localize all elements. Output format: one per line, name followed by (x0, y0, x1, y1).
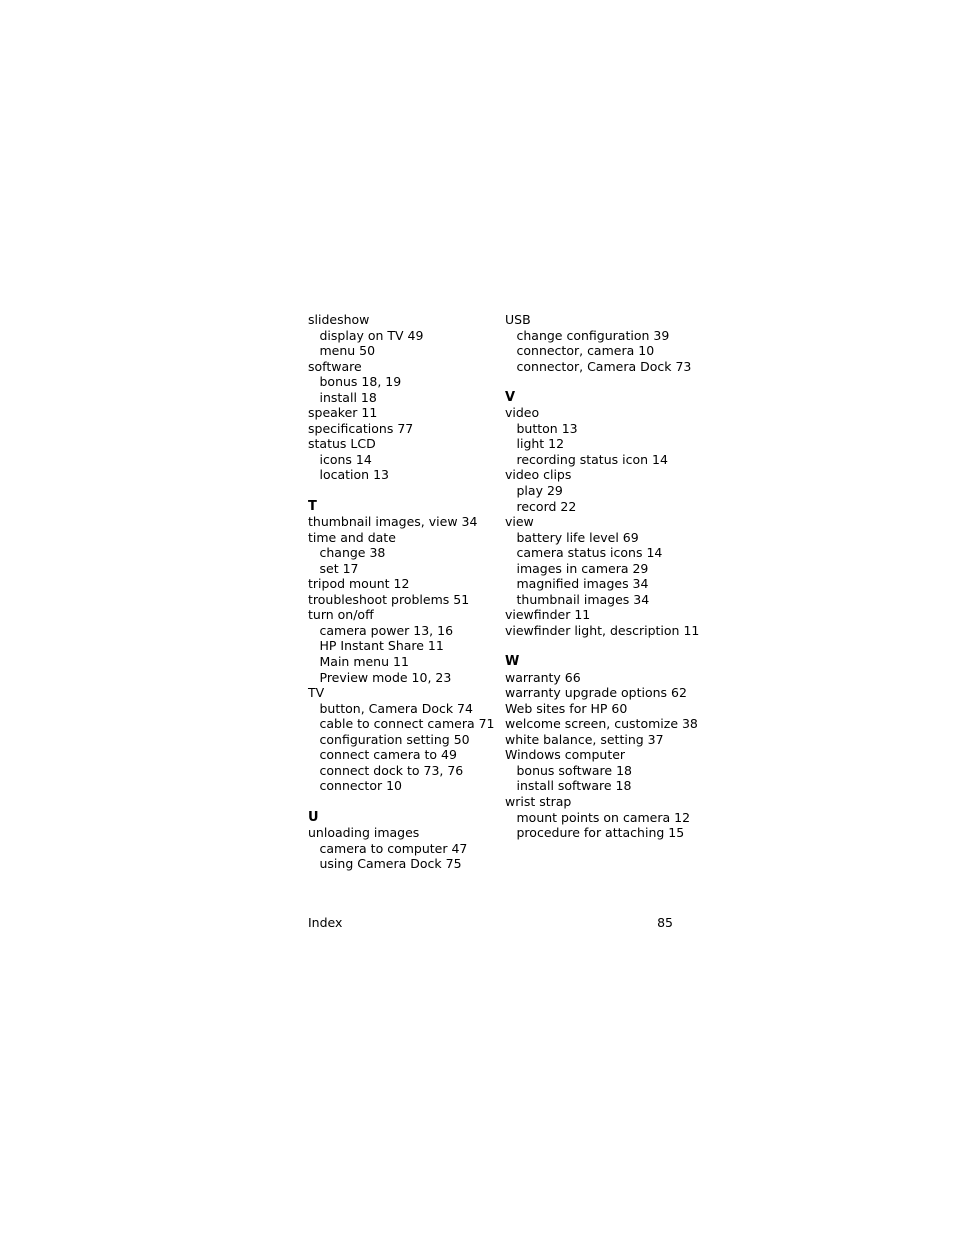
index-entry: Web sites for HP 60 (505, 700, 628, 716)
index-entry: video (505, 405, 540, 421)
index-entry: warranty 66 (505, 669, 581, 685)
index-subentry: camera status icons 14 (516, 545, 663, 561)
index-subentry: button 13 (516, 420, 578, 436)
section-letter-heading: U (308, 809, 319, 825)
index-entry: turn on/off (308, 607, 374, 623)
index-subentry: record 22 (516, 498, 577, 514)
section-letter-heading: W (505, 654, 520, 670)
index-subentry: Preview mode 10, 23 (319, 669, 452, 685)
index-entry: Windows computer (505, 747, 626, 763)
index-entry: unloading images (308, 825, 420, 841)
index-subentry: procedure for attaching 15 (516, 825, 685, 841)
index-entry: thumbnail images, view 34 (308, 514, 478, 530)
index-entry: white balance, setting 37 (505, 731, 664, 747)
index-entry: time and date (308, 529, 396, 545)
index-column-right (505, 312, 705, 841)
index-column-left (308, 312, 498, 872)
section-spacer (505, 638, 705, 654)
index-entry: speaker 11 (308, 405, 378, 421)
index-subentry: connect camera to 49 (319, 747, 457, 763)
index-subentry: light 12 (516, 436, 565, 452)
index-entry: software (308, 358, 362, 374)
page-number: 85 (657, 915, 673, 930)
index-entry: view (505, 514, 534, 530)
index-subentry: location 13 (319, 467, 389, 483)
index-subentry: install software 18 (516, 778, 632, 794)
index-entry: specifications 77 (308, 420, 414, 436)
index-subentry: connector 10 (319, 778, 402, 794)
index-subentry: connect dock to 73, 76 (319, 762, 464, 778)
index-subentry: camera power 13, 16 (319, 622, 454, 638)
index-subentry: install 18 (319, 389, 377, 405)
index-entry: status LCD (308, 436, 376, 452)
index-subentry: configuration setting 50 (319, 731, 470, 747)
index-subentry: using Camera Dock 75 (319, 856, 462, 872)
index-entry: viewfinder light, description 11 (505, 622, 700, 638)
index-subentry: menu 50 (319, 343, 376, 359)
index-subentry: bonus 18, 19 (319, 374, 402, 390)
index-subentry: recording status icon 14 (516, 451, 668, 467)
index-entry: warranty upgrade options 62 (505, 685, 687, 701)
index-entry: troubleshoot problems 51 (308, 591, 470, 607)
index-subentry: set 17 (319, 560, 359, 576)
index-subentry: Main menu 11 (319, 654, 409, 670)
section-spacer (308, 794, 498, 810)
index-entry: viewfinder 11 (505, 607, 591, 623)
section-spacer (308, 483, 498, 499)
footer-section-label: Index (308, 915, 343, 930)
index-subentry: play 29 (516, 483, 563, 499)
index-entry: video clips (505, 467, 572, 483)
index-subentry: mount points on camera 12 (516, 809, 691, 825)
index-subentry: change configuration 39 (516, 327, 670, 343)
index-entry: slideshow (308, 312, 370, 327)
index-subentry: display on TV 49 (319, 327, 424, 343)
index-subentry: magnified images 34 (516, 576, 649, 592)
index-subentry: icons 14 (319, 451, 372, 467)
section-spacer (505, 374, 705, 390)
index-entry: tripod mount 12 (308, 576, 410, 592)
index-entry: welcome screen, customize 38 (505, 716, 698, 732)
index-entry: USB (505, 312, 531, 327)
index-subentry: camera to computer 47 (319, 840, 468, 856)
index-subentry: bonus software 18 (516, 762, 632, 778)
index-subentry: connector, camera 10 (516, 343, 655, 359)
index-subentry: battery life level 69 (516, 529, 639, 545)
index-entry: wrist strap (505, 793, 572, 809)
index-subentry: connector, Camera Dock 73 (516, 358, 692, 374)
index-entry: TV (308, 685, 325, 701)
index-subentry: button, Camera Dock 74 (319, 700, 473, 716)
section-letter-heading: V (505, 389, 516, 405)
index-subentry: cable to connect camera 71 (319, 716, 495, 732)
index-subentry: images in camera 29 (516, 560, 649, 576)
index-subentry: change 38 (319, 545, 386, 561)
section-letter-heading: T (308, 498, 317, 514)
index-subentry: HP Instant Share 11 (319, 638, 444, 654)
index-subentry: thumbnail images 34 (516, 591, 650, 607)
